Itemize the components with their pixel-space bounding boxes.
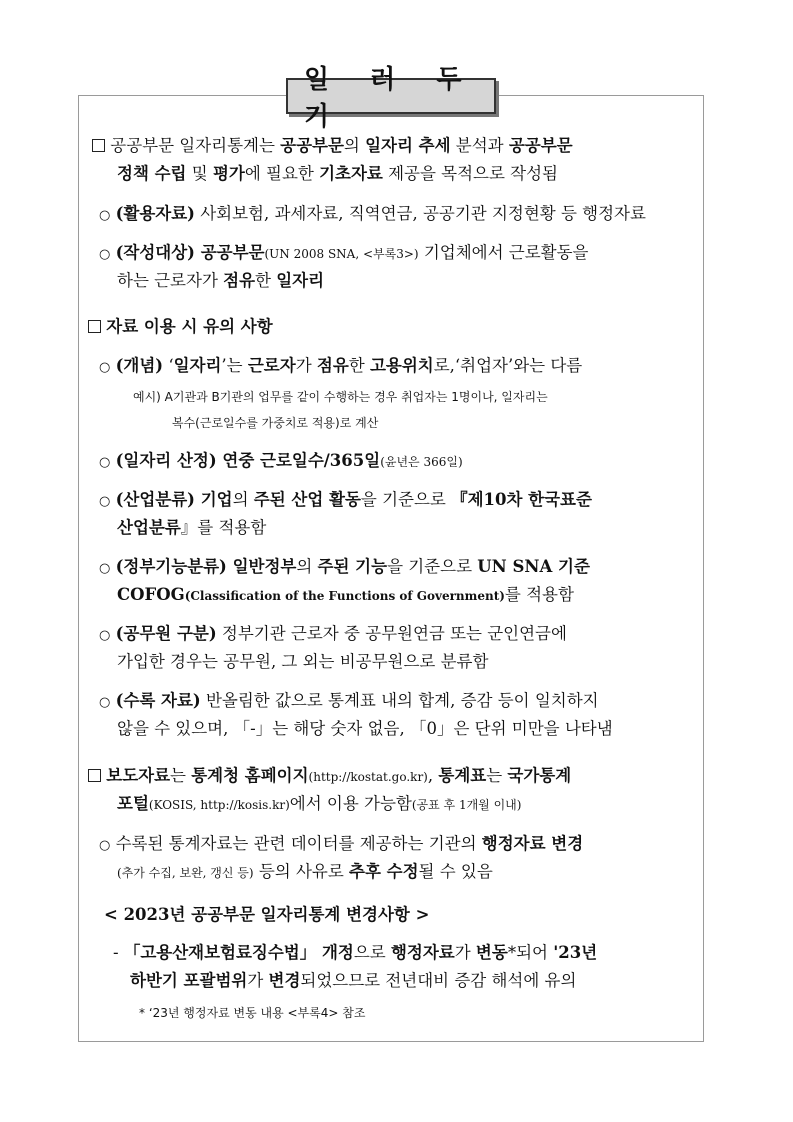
circle-bullet-icon: ○: [99, 494, 111, 509]
bullet-record: ○ (수록 자료) 반올림한 값으로 통계표 내의 합계, 증감 등이 일치하지: [99, 691, 599, 710]
concept-example-2: 복수(근로일수를 가중치로 적용)로 계산: [172, 416, 379, 430]
bullet-target: ○ (작성대상) 공공부문(UN 2008 SNA, <부록3>) 기업체에서 근로활동을: [99, 243, 589, 262]
bullet-data-revision-cont: (추가 수집, 보완, 갱신 등) 등의 사유로 추후 수정될 수 있음: [117, 862, 493, 881]
bullet-civil-servant-cont: 가입한 경우는 공무원, 그 외는 비공무원으로 분류함: [117, 652, 489, 671]
bullet-gov-function: ○ (정부기능분류) 일반정부의 주된 기능을 기준으로 UN SNA 기준: [99, 557, 590, 576]
bullet-industry-cont: 산업분류』를 적용함: [117, 518, 267, 537]
changes-heading: < 2023년 공공부문 일자리통계 변경사항 >: [104, 905, 430, 924]
bullet-target-cont: 하는 근로자가 점유한 일자리: [117, 271, 325, 290]
changes-item-cont: 하반기 포괄범위가 변경되었으므로 전년대비 증감 해석에 유의: [130, 971, 577, 990]
section-purpose: 공공부문 일자리통계는 공공부문의 일자리 추세 분석과 공공부문: [92, 136, 573, 156]
circle-bullet-icon: ○: [99, 838, 111, 853]
bullet-civil-servant: ○ (공무원 구분) 정부기관 근로자 중 공무원연금 또는 군인연금에: [99, 624, 567, 643]
circle-bullet-icon: ○: [99, 561, 111, 576]
circle-bullet-icon: ○: [99, 208, 111, 223]
circle-bullet-icon: ○: [99, 628, 111, 643]
bullet-record-cont: 않을 수 있으며, 「-」는 해당 숫자 없음, 「0」은 단위 미만을 나타냄: [117, 719, 613, 738]
checkbox-square-icon: [88, 320, 101, 333]
circle-bullet-icon: ○: [99, 360, 111, 375]
checkbox-square-icon: [88, 769, 101, 782]
circle-bullet-icon: ○: [99, 455, 111, 470]
page-title: 일 러 두 기: [304, 65, 478, 132]
bullet-gov-function-cont: COFOG(Classification of the Functions of Government)를 적용함: [117, 585, 574, 604]
bullet-use-data: ○ (활용자료) 사회보험, 과세자료, 직역연금, 공공기관 지정현황 등 행정자료: [99, 204, 646, 223]
section-press-cont: 포털(KOSIS, http://kosis.kr)에서 이용 가능함(공표 후 1개월 이내): [117, 794, 522, 813]
bullet-job-calc: ○ (일자리 산정) 연중 근로일수/365일(윤년은 366일): [99, 451, 463, 470]
section-press: 보도자료는 통계청 홈페이지(http://kostat.go.kr), 통계표는 국가통계: [88, 766, 571, 787]
bullet-data-revision: ○ 수록된 통계자료는 관련 데이터를 제공하는 기관의 행정자료 변경: [99, 834, 584, 853]
changes-item: - 「고용산재보험료징수법」 개정으로 행정자료가 변동*되어 '23년: [113, 943, 598, 962]
concept-example-1: 예시) A기관과 B기관의 업무를 같이 수행하는 경우 취업자는 1명이나, 일자리는: [133, 390, 548, 404]
circle-bullet-icon: ○: [99, 695, 111, 710]
changes-footnote: * ‘23년 행정자료 변동 내용 <부록4> 참조: [139, 1006, 366, 1020]
bullet-industry: ○ (산업분류) 기업의 주된 산업 활동을 기준으로 『제10차 한국표준: [99, 490, 592, 509]
section-purpose-cont: 정책 수립 및 평가에 필요한 기초자료 제공을 목적으로 작성됨: [117, 164, 558, 183]
checkbox-square-icon: [92, 139, 105, 152]
bullet-concept: ○ (개념) ‘일자리’는 근로자가 점유한 고용위치로,‘취업자’와는 다름: [99, 356, 583, 375]
circle-bullet-icon: ○: [99, 247, 111, 262]
section-usage-heading: 자료 이용 시 유의 사항: [88, 317, 273, 337]
title-box: [286, 65, 496, 132]
